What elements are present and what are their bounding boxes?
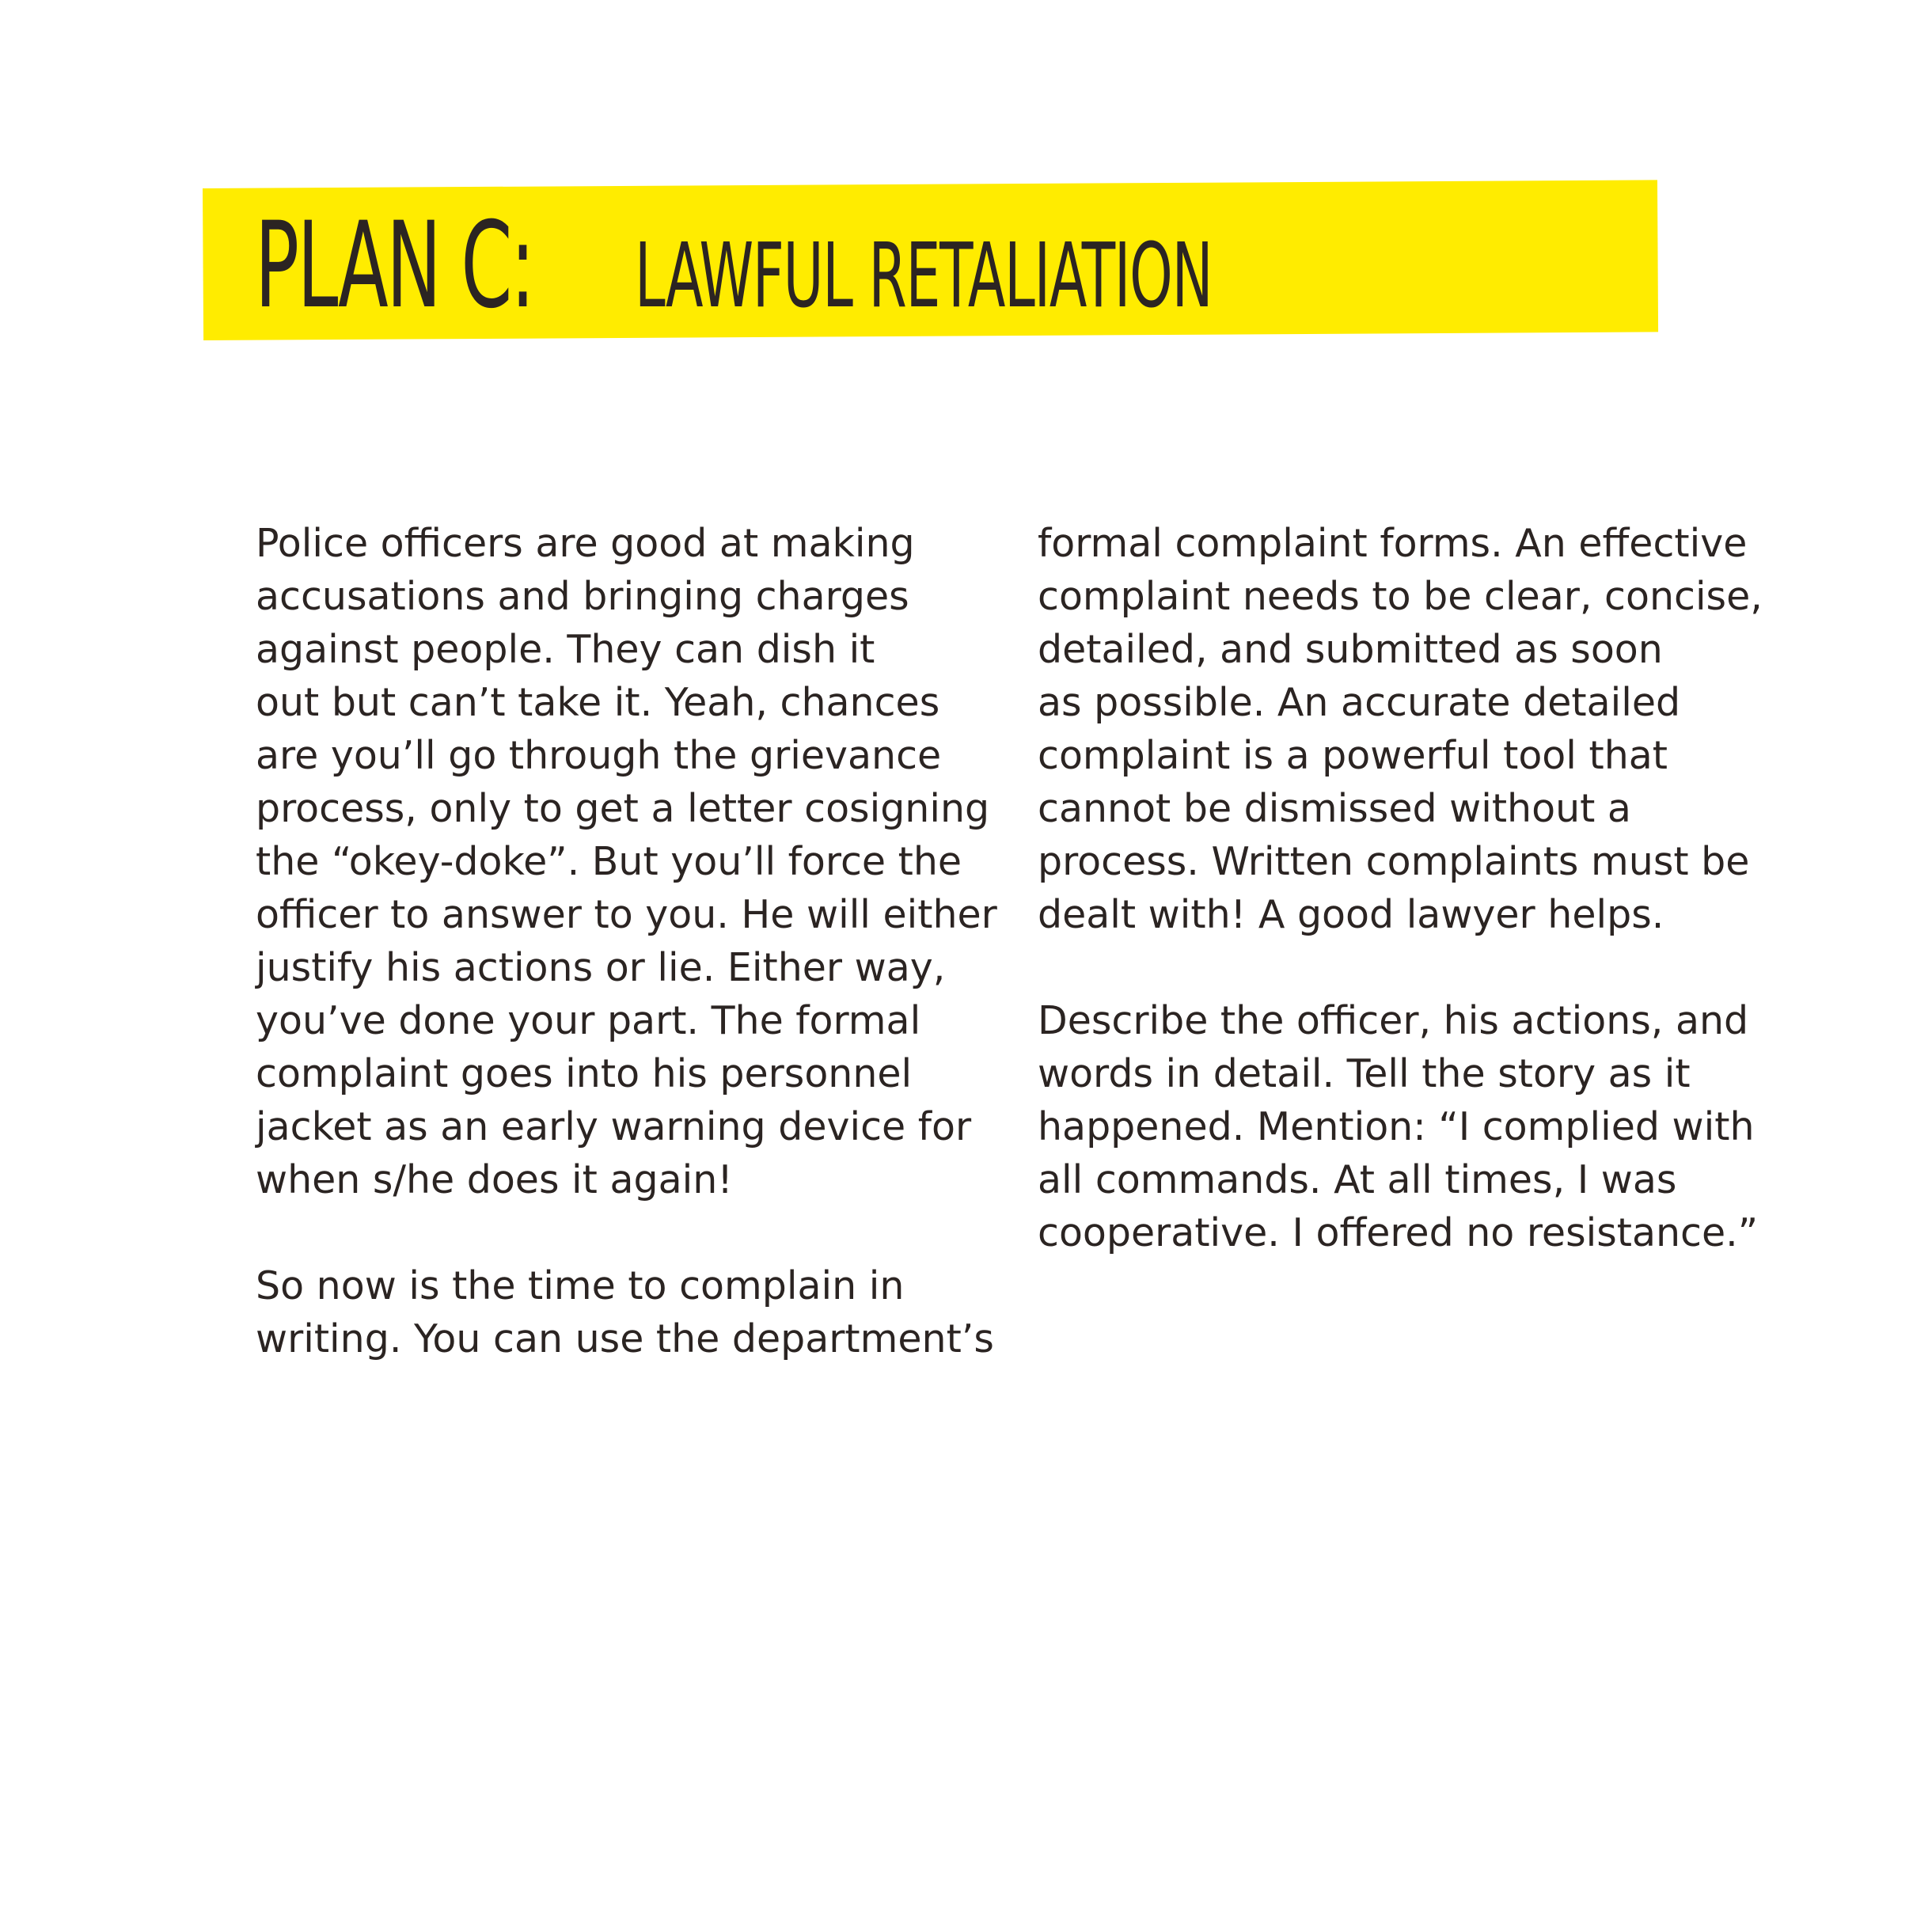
text-line: justify his actions or lie. Either way, bbox=[256, 945, 946, 990]
text-line: all commands. At all times, I was bbox=[1038, 1157, 1677, 1202]
text-line: cooperative. I offered no resistance.” bbox=[1038, 1210, 1759, 1255]
title-main: PLAN C: bbox=[255, 197, 533, 335]
text-line: complaint goes into his personnel bbox=[256, 1051, 913, 1096]
text-line: So now is the time to complain in bbox=[256, 1263, 905, 1308]
text-line: officer to answer to you. He will either bbox=[256, 892, 997, 937]
text-line: cannot be dismissed without a bbox=[1038, 786, 1631, 831]
text-line: happened. Mention: “I complied with bbox=[1038, 1104, 1755, 1149]
text-line: detailed, and submitted as soon bbox=[1038, 627, 1663, 672]
text-line: Describe the officer, his actions, and bbox=[1038, 998, 1749, 1043]
text-line: accusations and bringing charges bbox=[256, 574, 909, 619]
right-paragraph-1 bbox=[1038, 517, 1766, 941]
page-title bbox=[255, 195, 1566, 337]
text-line: Police officers are good at making bbox=[256, 521, 915, 566]
text-line: process. Written complaints must be bbox=[1038, 839, 1750, 884]
text-line: you’ve done your part. The formal bbox=[256, 998, 921, 1043]
text-line: complaint is a powerful tool that bbox=[1038, 733, 1668, 778]
left-paragraph-2 bbox=[256, 1259, 994, 1365]
text-line: jacket as an early warning device for bbox=[256, 1104, 972, 1149]
text-line: out but can’t take it. Yeah, chances bbox=[256, 680, 940, 725]
text-line: against people. They can dish it bbox=[256, 627, 875, 672]
left-column bbox=[256, 517, 997, 1418]
text-line: words in detail. Tell the story as it bbox=[1038, 1051, 1691, 1096]
text-line: as possible. An accurate detailed bbox=[1038, 680, 1681, 725]
left-paragraph-1 bbox=[256, 517, 997, 1206]
right-column bbox=[1038, 517, 1766, 1312]
text-line: process, only to get a letter cosigning bbox=[256, 786, 990, 831]
text-line: are you’ll go through the grievance bbox=[256, 733, 942, 778]
text-line: formal complaint forms. An effective bbox=[1038, 521, 1748, 566]
title-subtitle: LAWFUL RETALIATION bbox=[635, 225, 1213, 328]
text-line: writing. You can use the department’s bbox=[256, 1316, 994, 1361]
text-line: complaint needs to be clear, concise, bbox=[1038, 574, 1763, 619]
text-line: when s/he does it again! bbox=[256, 1157, 733, 1202]
right-paragraph-2 bbox=[1038, 994, 1766, 1259]
text-line: dealt with! A good lawyer helps. bbox=[1038, 892, 1664, 937]
text-line: the “okey-doke”. But you’ll force the bbox=[256, 839, 962, 884]
